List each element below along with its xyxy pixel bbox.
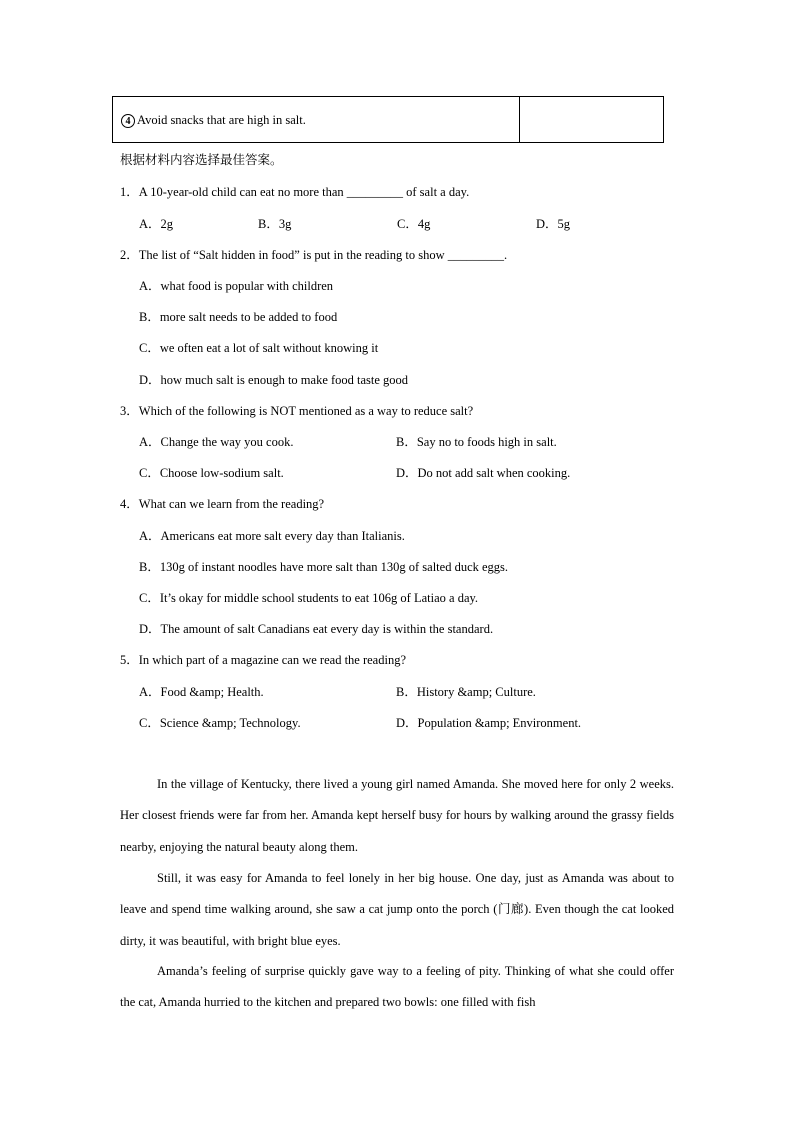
option-3d[interactable]: D．Do not add salt when cooking. xyxy=(396,466,571,480)
table-cell-label: Avoid snacks that are high in salt. xyxy=(137,113,306,127)
question-stem: In which part of a magazine can we read the reading? xyxy=(138,653,406,667)
option-3b[interactable]: B．Say no to foods high in salt. xyxy=(396,435,557,449)
question-number: 3． xyxy=(120,404,139,418)
option-4a[interactable]: A．Americans eat more salt every day than Italianis. xyxy=(139,529,405,543)
question-number: 2． xyxy=(120,248,139,262)
question-number: 5． xyxy=(120,653,139,667)
option-5a[interactable]: A．Food &amp; Health. xyxy=(139,685,264,699)
question-3 xyxy=(120,403,473,419)
option-1d[interactable]: D．5g xyxy=(536,217,571,231)
instruction: 根据材料内容选择最佳答案。 xyxy=(120,152,283,167)
option-3c[interactable]: C．Choose low-sodium salt. xyxy=(139,466,284,480)
option-3a[interactable]: A．Change the way you cook. xyxy=(139,435,294,449)
answer-table xyxy=(112,96,664,143)
option-5d[interactable]: D．Population &amp; Environment. xyxy=(396,716,582,730)
table-divider xyxy=(519,97,520,142)
question-4 xyxy=(120,496,324,512)
option-2c[interactable]: C．we often eat a lot of salt without knowing it xyxy=(139,341,379,355)
option-1a[interactable]: A．2g xyxy=(139,217,174,231)
circled-number: 4 xyxy=(121,114,135,128)
table-cell-text xyxy=(121,112,306,128)
question-2 xyxy=(120,247,507,263)
passage-paragraph-1: In the village of Kentucky, there lived a young girl named Amanda. She moved here for only 2 weeks. Her closest friends were far from her. Amanda kept herself busy for hours by walking around the grassy fields nearby, enjoying the natural beauty along them. xyxy=(120,777,674,854)
question-number: 4． xyxy=(120,497,139,511)
question-stem: Which of the following is NOT mentioned as a way to reduce salt? xyxy=(138,404,474,418)
passage-paragraph-3: Amanda’s feeling of surprise quickly gave way to a feeling of pity. Thinking of what she could offer the cat, Amanda hurried to the kitchen and prepared two bowls: one filled with fish xyxy=(120,964,674,1010)
question-5 xyxy=(120,652,406,668)
option-2a[interactable]: A．what food is popular with children xyxy=(139,279,334,293)
option-4d[interactable]: D．The amount of salt Canadians eat every day is within the standard. xyxy=(139,622,494,636)
question-stem: A 10-year-old child can eat no more than _________ of salt a day. xyxy=(138,185,470,199)
option-2b[interactable]: B．more salt needs to be added to food xyxy=(139,310,338,324)
question-stem: The list of “Salt hidden in food” is put in the reading to show _________. xyxy=(138,248,508,262)
question-1 xyxy=(120,184,469,200)
option-4c[interactable]: C．It’s okay for middle school students to eat 106g of Latiao a day. xyxy=(139,591,479,605)
option-1c[interactable]: C．4g xyxy=(397,217,431,231)
option-5b[interactable]: B．History &amp; Culture. xyxy=(396,685,536,699)
option-5c[interactable]: C．Science &amp; Technology. xyxy=(139,716,301,730)
question-stem: What can we learn from the reading? xyxy=(138,497,325,511)
question-number: 1． xyxy=(120,185,139,199)
option-1b[interactable]: B．3g xyxy=(258,217,292,231)
option-4b[interactable]: B．130g of instant noodles have more salt than 130g of salted duck eggs. xyxy=(139,560,509,574)
passage-paragraph-2: Still, it was easy for Amanda to feel lonely in her big house. One day, just as Amanda was about to leave and spend time walking around, she saw a cat jump onto the porch (门廊). Even though the cat looked dirty, it was beautiful, with bright blue eyes. xyxy=(120,871,674,948)
option-2d[interactable]: D．how much salt is enough to make food taste good xyxy=(139,373,409,387)
